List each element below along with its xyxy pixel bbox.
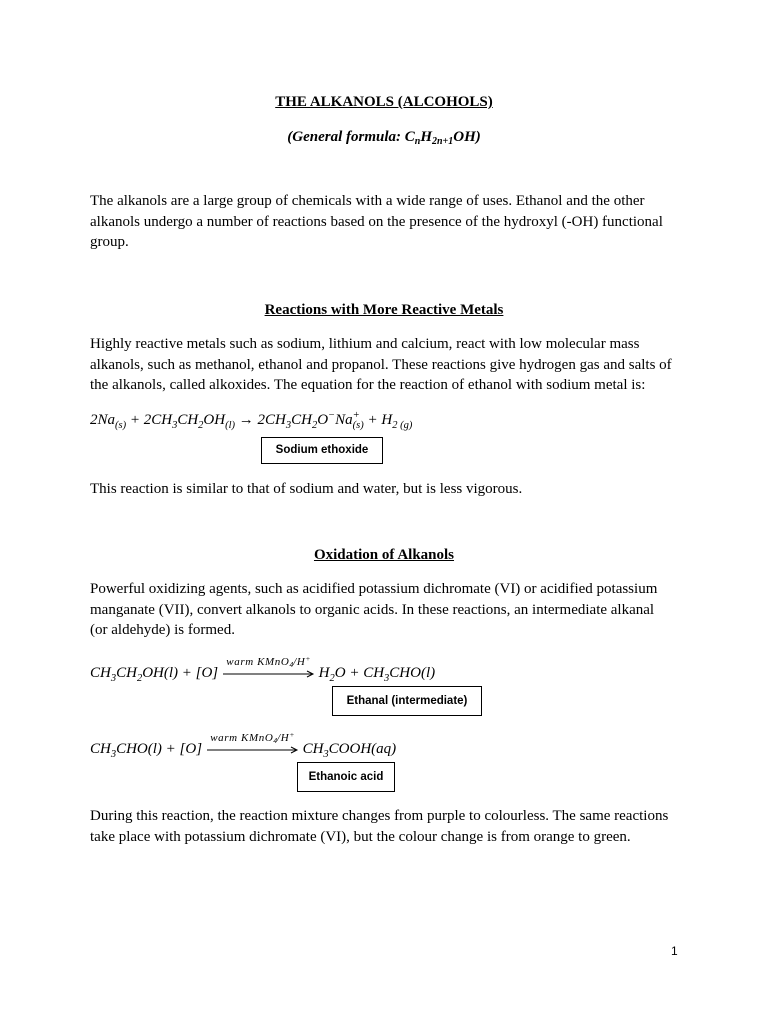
paragraph-line: group. [90, 234, 129, 250]
paragraph-line: alkanols, such as methanol, ethanol and propanol. These reactions give hydrogen gas and salts of [90, 356, 672, 373]
page-number: 1 [671, 944, 678, 958]
product-label-box: Ethanoic acid [297, 762, 395, 792]
subscript: 2 (g) [392, 420, 413, 431]
subscript: 3 [110, 673, 117, 684]
subscript: 2 [311, 420, 318, 431]
subscript: 4 [289, 659, 294, 669]
subscript: 2 [329, 673, 335, 684]
text-run: + H [363, 412, 393, 428]
equation-reactants [90, 741, 203, 760]
subscript: (l) [225, 420, 236, 431]
text-run: OH(l) + [O] [142, 665, 219, 681]
text-run: /H [293, 655, 306, 668]
intro-paragraph [90, 191, 663, 253]
equation-ethanol-oxidation [90, 653, 436, 685]
text-run: O + CH [334, 665, 385, 681]
section-heading-metals: Reactions with More Reactive Metals [264, 302, 504, 318]
intermediate-label-box: Ethanal (intermediate) [332, 686, 482, 716]
text-run: CH [291, 412, 312, 428]
subscript: n [414, 136, 421, 147]
paragraph-line: Powerful oxidizing agents, such as acidified potassium dichromate (VI) or acidified potassium [90, 581, 658, 597]
superscript: + [305, 653, 311, 663]
superscript: + [289, 729, 295, 739]
subscript: 3 [384, 673, 390, 684]
reaction-condition [195, 729, 310, 745]
text-run: CH [302, 741, 324, 757]
metals-paragraph [90, 334, 672, 396]
reaction-arrow [207, 729, 298, 754]
paragraph-line: take place with potassium dichromate (VI), but the colour change is from orange to green. [90, 828, 631, 845]
text-run: CHO(l) + [O] [116, 741, 203, 757]
text-run: H [318, 665, 330, 681]
text-run: O [317, 412, 329, 428]
text-run: CH [116, 665, 137, 681]
superscript: − [328, 410, 336, 421]
oxidation-paragraph [90, 579, 657, 641]
paragraph-line: Highly reactive metals such as sodium, lithium and calcium, react with low molecular mass [90, 336, 640, 352]
general-formula [90, 127, 678, 147]
subscript: 3 [110, 749, 117, 760]
subscript: 2 [198, 420, 204, 431]
text-run: CH [177, 412, 199, 428]
paragraph-line: manganate (VII), convert alkanols to organic acids. In these reactions, an intermediate alkanal [90, 601, 655, 618]
subscript: (s) [115, 420, 127, 431]
text-run: warm KMnO [210, 731, 274, 744]
equation-sodium-ethanol [90, 408, 412, 432]
text-run: CHO(l) [389, 665, 436, 681]
equation-reactants [90, 665, 219, 684]
subscript: (s) [352, 420, 364, 431]
text-run: (General formula: C [287, 129, 415, 145]
text-run: warm KMnO [226, 655, 290, 668]
paragraph-line: alkanols undergo a number of reactions based on the presence of the hydroxyl (-OH) functional [90, 213, 663, 230]
text-run: H [420, 129, 432, 145]
paragraph-line: the alkanols, called alkoxides. The equation for the reaction of ethanol with sodium metal is: [90, 377, 646, 393]
text-run: OH [203, 412, 226, 428]
text-run: CH [90, 741, 111, 757]
text-run: → 2CH [235, 412, 286, 428]
reaction-condition [211, 653, 326, 669]
product-label-box: Sodium ethoxide [261, 437, 383, 464]
section-heading-oxidation: Oxidation of Alkanols [313, 547, 455, 563]
subscript: 4 [273, 735, 278, 745]
subscript: 3 [172, 420, 178, 431]
subscript: 2n+1 [431, 136, 454, 147]
text-run: 2Na [90, 412, 116, 428]
equation-products [302, 741, 397, 760]
paragraph-line: During this reaction, the reaction mixture changes from purple to colourless. The same reactions [90, 808, 669, 824]
page-title: THE ALKANOLS (ALCOHOLS) [275, 94, 493, 110]
text-run: OH) [453, 129, 481, 145]
text-run: CH [90, 665, 111, 681]
metals-note [90, 479, 522, 500]
text-run: + 2CH [126, 412, 173, 428]
stacked-script [353, 411, 364, 431]
paragraph-line: This reaction is similar to that of sodium and water, but is less vigorous. [90, 481, 523, 497]
text-run: /H [277, 731, 290, 744]
superscript: + [352, 410, 360, 421]
arrow-graphic [207, 746, 298, 754]
equation-products [318, 665, 436, 684]
equation-ethanal-oxidation [90, 729, 397, 761]
subscript: 2 [136, 673, 143, 684]
text-run: Na [335, 412, 353, 428]
text-run: COOH(aq) [328, 741, 397, 757]
subscript: 3 [285, 420, 292, 431]
reaction-arrow [223, 653, 314, 678]
paragraph-line: The alkanols are a large group of chemicals with a wide range of uses. Ethanol and the other [90, 193, 645, 209]
paragraph-line: (or aldehyde) is formed. [90, 622, 235, 638]
closing-paragraph [90, 806, 668, 847]
arrow-graphic [223, 670, 314, 678]
subscript: 3 [323, 749, 329, 760]
